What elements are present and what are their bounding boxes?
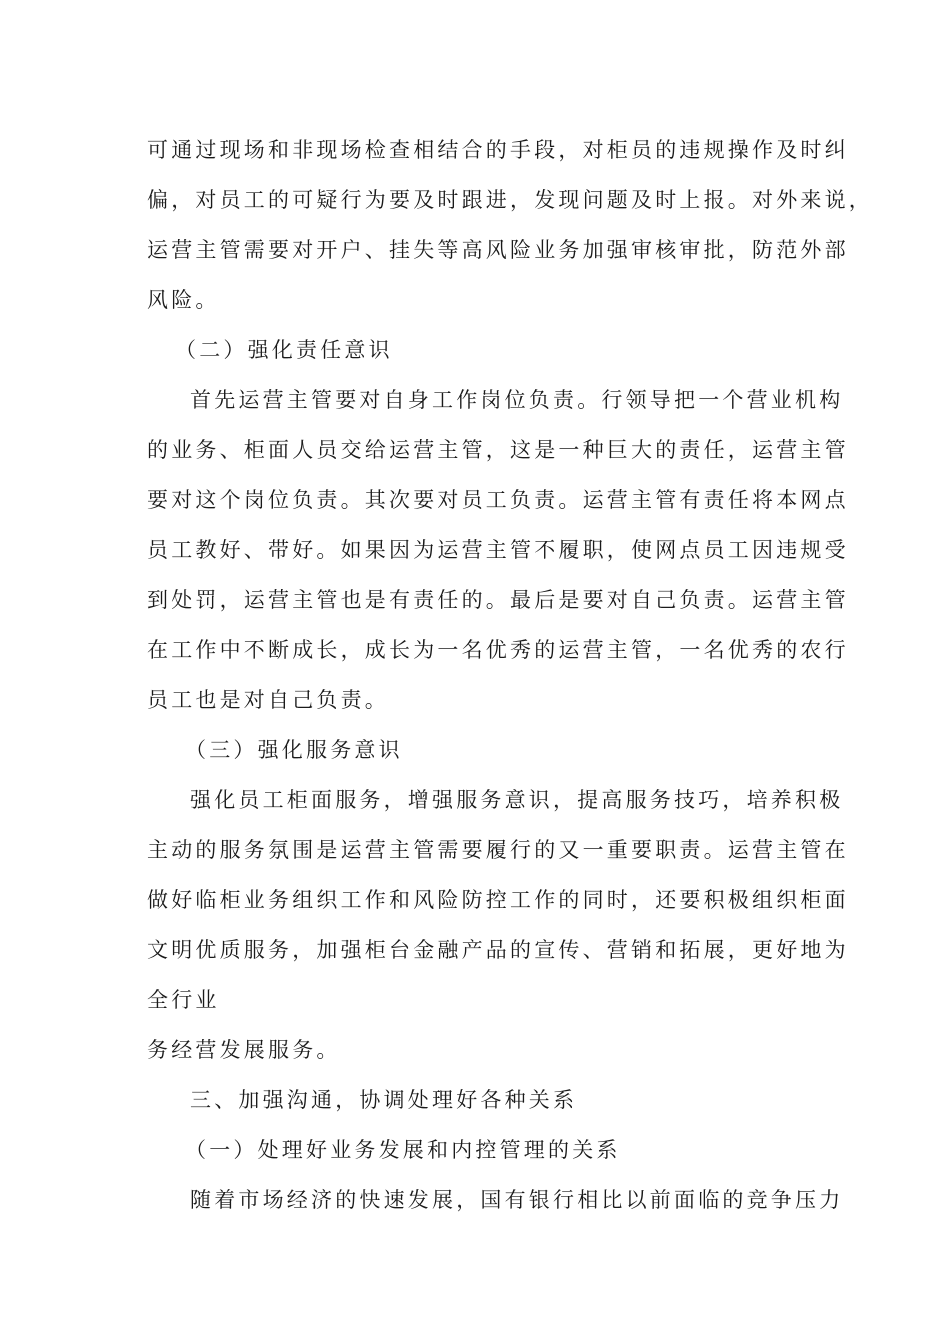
section-heading: （二）强化责任意识 [175,338,393,362]
body-text-line: 做好临柜业务组织工作和风险防控工作的同时，还要积极组织柜面 [147,888,849,912]
body-text-line: 文明优质服务，加强柜台金融产品的宣传、营销和拓展，更好地为 [147,938,849,962]
chapter-heading: 三、加强沟通，协调处理好各种关系 [190,1088,578,1112]
body-text-line: 风险。 [147,288,220,312]
body-text-line: 可通过现场和非现场检查相结合的手段，对柜员的违规操作及时纠 [147,138,849,162]
body-text-line: 员工教好、带好。如果因为运营主管不履职，使网点员工因违规受 [147,538,849,562]
paragraph-first-line: 强化员工柜面服务，增强服务意识，提高服务技巧，培养积极 [190,788,844,812]
body-text-line: 偏，对员工的可疑行为要及时跟进，发现问题及时上报。对外来说， [147,188,873,212]
body-text-line: 要对这个岗位负责。其次要对员工负责。运营主管有责任将本网点 [147,488,849,512]
body-text-line: 全行业 [147,988,220,1012]
paragraph-first-line: 随着市场经济的快速发展，国有银行相比以前面临的竞争压力 [190,1188,844,1212]
body-text-line: 员工也是对自己负责。 [147,688,389,712]
body-text-line: 的业务、柜面人员交给运营主管，这是一种巨大的责任，运营主管 [147,438,849,462]
section-heading: （一）处理好业务发展和内控管理的关系 [185,1138,621,1162]
section-heading: （三）强化服务意识 [185,738,403,762]
body-text-line: 务经营发展服务。 [147,1038,341,1062]
body-text-line: 在工作中不断成长，成长为一名优秀的运营主管，一名优秀的农行 [147,638,849,662]
paragraph-first-line: 首先运营主管要对自身工作岗位负责。行领导把一个营业机构 [190,388,844,412]
body-text-line: 主动的服务氛围是运营主管需要履行的又一重要职责。运营主管在 [147,838,849,862]
body-text-line: 运营主管需要对开户、挂失等高风险业务加强审核审批，防范外部 [147,238,849,262]
body-text-line: 到处罚，运营主管也是有责任的。最后是要对自己负责。运营主管 [147,588,849,612]
